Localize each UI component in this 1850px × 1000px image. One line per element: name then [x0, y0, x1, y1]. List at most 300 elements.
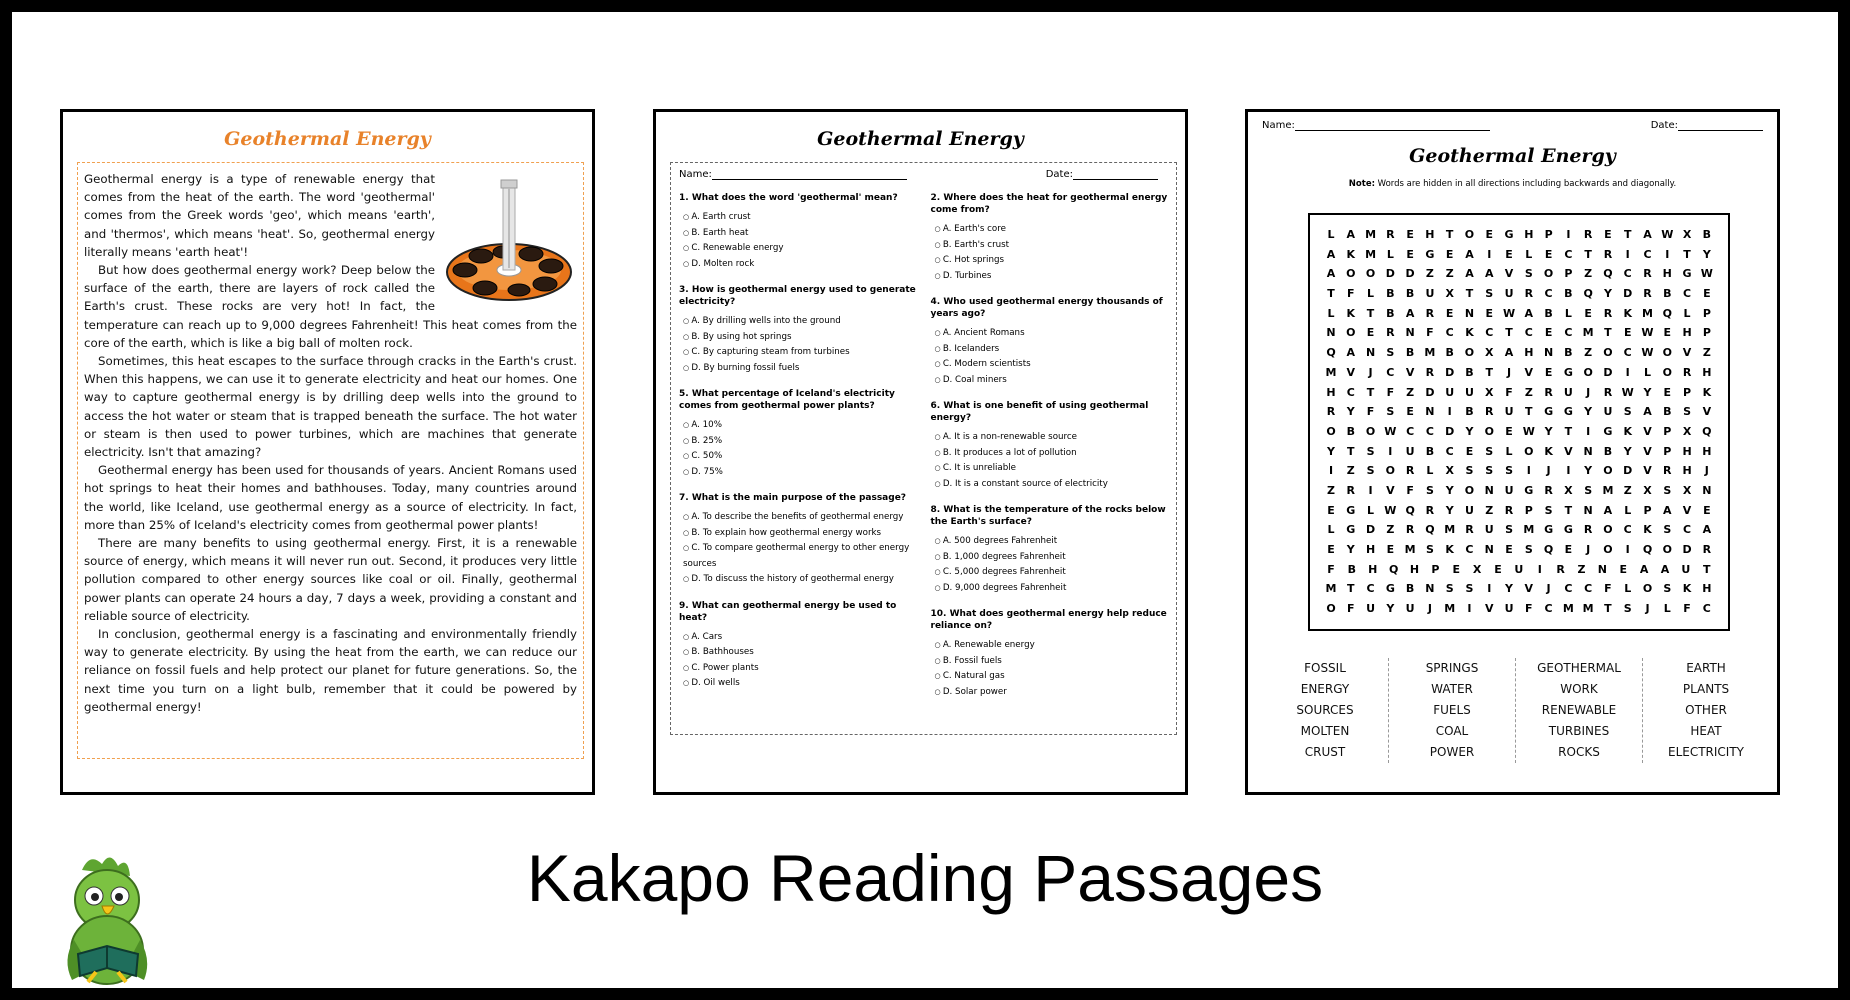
wordsearch-page-preview[interactable]	[1245, 109, 1780, 795]
grid-letter: J	[1546, 464, 1551, 478]
grid-letter: E	[1544, 365, 1553, 379]
grid-letter: V	[1386, 483, 1395, 497]
grid-letter: E	[1663, 385, 1672, 399]
grid-letter: T	[1584, 247, 1592, 261]
grid-letter: F	[1347, 602, 1355, 616]
grid-letter: T	[1465, 287, 1474, 301]
answer-option: ○ B. To explain how geothermal energy works	[679, 526, 917, 542]
grid-letter: D	[1405, 267, 1415, 281]
grid-letter: E	[1584, 306, 1592, 320]
grid-letter: B	[1445, 346, 1454, 360]
grid-letter: W	[1384, 503, 1397, 517]
grid-letter: T	[1604, 326, 1612, 340]
grid-letter: J	[1546, 582, 1551, 596]
grid-letter: E	[1505, 543, 1513, 556]
search-word: GEOTHERMAL	[1537, 661, 1621, 675]
quiz-question	[679, 492, 917, 588]
grid-letter: A	[1639, 562, 1649, 576]
grid-letter: T	[1683, 247, 1691, 261]
answer-option: ○ B. 25%	[679, 434, 917, 450]
grid-letter: I	[1665, 247, 1670, 261]
grid-letter: C	[1623, 267, 1632, 281]
grid-letter: E	[1505, 424, 1513, 438]
grid-letter: M	[1365, 228, 1377, 241]
grid-letter: N	[1484, 483, 1494, 497]
grid-letter: A	[1504, 346, 1514, 360]
grid-letter: P	[1663, 444, 1672, 458]
grid-letter: I	[1388, 444, 1393, 458]
grid-letter: K	[1465, 326, 1474, 340]
grid-letter: U	[1484, 523, 1494, 537]
grid-letter: S	[1386, 346, 1395, 360]
grid-letter: C	[1465, 543, 1474, 556]
question-text: 6. What is one benefit of using geothermal energy?	[930, 401, 1149, 423]
grid-letter: E	[1494, 562, 1502, 576]
grid-letter: A	[1660, 562, 1670, 576]
grid-letter: T	[1505, 326, 1513, 340]
grid-letter: X	[1472, 562, 1482, 576]
passage-paragraph: There are many benefits to using geothermal energy. First, it is a renewable source of energy, which means it will never run out. Second, it produces very little pollution compared to other energy sources like coal or oil. Finally, geothermal power plants can operate 24 hours a day, 7 days a week, providing a constant and reliable source of electricity.	[84, 536, 577, 623]
grid-letter: O	[1484, 424, 1494, 438]
quiz-question	[931, 192, 1169, 284]
grid-letter: P	[1544, 228, 1553, 241]
grid-letter: Y	[1702, 247, 1711, 261]
grid-letter: P	[1663, 424, 1672, 438]
grid-letter: M	[1424, 346, 1436, 360]
answer-option: ○ A. 10%	[679, 418, 917, 434]
answer-option: ○ A. Ancient Romans	[931, 326, 1169, 342]
grid-letter: S	[1544, 503, 1553, 517]
grid-letter: D	[1385, 267, 1395, 281]
grid-letter: O	[1642, 582, 1653, 596]
grid-letter: H	[1425, 228, 1435, 241]
grid-letter: I	[1526, 464, 1531, 478]
grid-row	[1322, 560, 1716, 580]
grid-letter: X	[1445, 464, 1454, 478]
grid-letter: M	[1562, 602, 1574, 616]
grid-letter: E	[1445, 306, 1454, 320]
grid-letter: D	[1425, 385, 1435, 399]
answer-option: ○ D. Solar power	[931, 685, 1169, 701]
answer-option: ○ A. Earth crust	[679, 210, 917, 226]
grid-letter: E	[1703, 503, 1711, 517]
grid-letter: C	[1564, 247, 1573, 261]
grid-letter: M	[1582, 326, 1594, 340]
grid-letter: O	[1662, 365, 1672, 379]
answer-option: ○ D. By burning fossil fuels	[679, 361, 917, 377]
grid-letter: E	[1544, 247, 1553, 261]
answer-option: ○ A. Cars	[679, 630, 917, 646]
grid-letter: U	[1504, 602, 1514, 616]
grid-letter: E	[1406, 405, 1414, 419]
grid-letter: L	[1367, 503, 1375, 517]
grid-letter: Z	[1577, 562, 1586, 576]
grid-letter: U	[1603, 405, 1613, 419]
grid-letter: B	[1564, 346, 1573, 360]
grid-letter: S	[1465, 582, 1474, 596]
grid-row	[1322, 343, 1716, 363]
grid-letter: S	[1505, 523, 1513, 537]
grid-letter: G	[1563, 405, 1573, 419]
grid-letter: T	[1366, 306, 1375, 320]
grid-letter: R	[1663, 464, 1672, 478]
grid-letter: B	[1405, 346, 1415, 360]
grid-letter: C	[1683, 287, 1692, 301]
search-word: WATER	[1431, 682, 1473, 696]
grid-letter: G	[1544, 405, 1554, 419]
quiz-question	[679, 600, 917, 692]
canvas	[12, 12, 1838, 988]
search-word: HEAT	[1690, 724, 1722, 738]
answer-option: ○ D. 9,000 degrees Fahrenheit	[931, 581, 1169, 597]
grid-letter: F	[1386, 385, 1395, 399]
grid-row	[1322, 422, 1716, 442]
grid-letter: U	[1425, 287, 1435, 301]
grid-letter: T	[1347, 582, 1355, 596]
answer-option: ○ B. Earth's crust	[931, 238, 1169, 254]
grid-letter: M	[1642, 306, 1653, 320]
search-word: SOURCES	[1296, 703, 1354, 717]
grid-letter: I	[1467, 602, 1472, 616]
answer-option: ○ C. Modern scientists	[931, 357, 1169, 373]
grid-letter: L	[1426, 464, 1434, 478]
grid-letter: Y	[1544, 424, 1553, 438]
grid-row	[1322, 304, 1716, 324]
grid-letter: W	[1661, 228, 1674, 241]
grid-letter: D	[1623, 287, 1633, 301]
grid-letter: C	[1564, 582, 1573, 596]
grid-letter: S	[1425, 543, 1434, 556]
grid-letter: E	[1406, 228, 1414, 241]
grid-letter: R	[1583, 228, 1593, 241]
grid-letter: B	[1603, 444, 1613, 458]
quiz-question	[679, 284, 917, 376]
grid-letter: C	[1643, 247, 1652, 261]
grid-letter: B	[1663, 287, 1672, 301]
grid-letter: Q	[1662, 306, 1672, 320]
grid-letter: B	[1405, 287, 1415, 301]
grid-letter: A	[1663, 503, 1672, 517]
word-column	[1642, 658, 1769, 763]
grid-letter: D	[1365, 523, 1376, 537]
grid-letter: O	[1662, 346, 1672, 360]
grid-letter: S	[1524, 543, 1533, 556]
answer-option: ○ C. Natural gas	[931, 669, 1169, 685]
grid-letter: E	[1366, 326, 1375, 340]
grid-letter: G	[1425, 247, 1435, 261]
grid-letter: T	[1623, 228, 1632, 241]
answer-option: ○ C. By capturing steam from turbines	[679, 345, 917, 361]
grid-letter: F	[1604, 582, 1612, 596]
answer-option: ○ A. It is a non-renewable source	[931, 430, 1169, 446]
grid-letter: X	[1643, 483, 1652, 497]
question-text: 9. What can geothermal energy be used to heat?	[679, 600, 897, 623]
grid-letter: H	[1326, 385, 1336, 399]
grid-letter: C	[1544, 602, 1553, 616]
grid-letter: T	[1347, 444, 1355, 458]
quiz-question	[931, 400, 1169, 492]
grid-letter: C	[1584, 582, 1593, 596]
grid-letter: E	[1604, 228, 1612, 241]
grid-letter: C	[1524, 326, 1533, 340]
search-word: OTHER	[1685, 703, 1727, 717]
answer-option: ○ D. Oil wells	[679, 676, 917, 692]
grid-row	[1322, 323, 1716, 343]
grid-letter: B	[1564, 287, 1573, 301]
grid-letter: E	[1485, 306, 1493, 320]
grid-letter: P	[1431, 562, 1440, 576]
grid-letter: I	[1487, 247, 1492, 261]
grid-letter: Q	[1642, 543, 1653, 556]
date-field: Date:	[1046, 169, 1158, 180]
grid-letter: I	[1625, 365, 1630, 379]
grid-letter: Z	[1327, 483, 1335, 497]
grid-letter: R	[1425, 306, 1435, 320]
grid-letter: A	[1524, 306, 1534, 320]
grid-letter: B	[1544, 306, 1553, 320]
name-date-row	[1248, 112, 1777, 131]
grid-letter: F	[1525, 602, 1533, 616]
grid-letter: I	[1566, 464, 1571, 478]
quiz-box	[670, 162, 1177, 735]
grid-letter: D	[1603, 365, 1613, 379]
grid-letter: D	[1682, 543, 1692, 556]
grid-letter: G	[1544, 523, 1554, 537]
grid-letter: U	[1504, 405, 1514, 419]
grid-row	[1322, 599, 1716, 619]
grid-letter: V	[1484, 602, 1494, 616]
grid-letter: P	[1702, 326, 1711, 340]
grid-letter: Y	[1643, 385, 1652, 399]
grid-letter: N	[1543, 346, 1554, 360]
grid-letter: K	[1445, 543, 1454, 556]
answer-option: ○ C. Power plants	[679, 661, 917, 677]
grid-letter: O	[1346, 267, 1356, 281]
grid-letter: X	[1682, 483, 1692, 497]
grid-letter: H	[1682, 326, 1692, 340]
word-column	[1388, 658, 1515, 763]
grid-letter: R	[1583, 523, 1593, 537]
grid-letter: O	[1603, 346, 1613, 360]
grid-letter: U	[1366, 602, 1376, 616]
grid-letter: A	[1702, 523, 1712, 537]
grid-letter: A	[1346, 346, 1356, 360]
passage-paragraph: Sometimes, this heat escapes to the surface through cracks in the Earth's crust. When this happens, we can use it to generate electricity and heat our homes. One way to capture geothermal energy is by drilling deep wells into the ground to access the hot water or steam that is trapped beneath the surface. The hot water or steam is then used to power turbines, which are machines that generate electricity. Isn't that amazing?	[84, 354, 577, 460]
search-word: FOSSIL	[1304, 661, 1346, 675]
grid-letter: S	[1485, 444, 1494, 458]
grid-letter: X	[1485, 346, 1494, 360]
question-text: 10. What does geothermal energy help reduce reliance on?	[930, 609, 1167, 631]
grid-letter: Q	[1702, 424, 1712, 438]
grid-letter: Z	[1346, 464, 1355, 478]
grid-letter: O	[1365, 424, 1376, 438]
grid-letter: R	[1544, 483, 1553, 497]
grid-letter: J	[1645, 602, 1650, 616]
grid-letter: B	[1425, 444, 1435, 458]
grid-letter: S	[1663, 483, 1672, 497]
answer-option: ○ C. 50%	[679, 449, 917, 465]
grid-letter: O	[1464, 228, 1475, 241]
grid-letter: K	[1623, 424, 1632, 438]
grid-letter: Y	[1445, 503, 1454, 517]
grid-letter: P	[1683, 385, 1692, 399]
answer-option: ○ D. It is a constant source of electricity	[931, 477, 1169, 493]
quiz-page-preview[interactable]	[653, 109, 1188, 795]
grid-letter: F	[1426, 326, 1434, 340]
grid-letter: G	[1504, 228, 1514, 241]
grid-letter: E	[1619, 562, 1627, 576]
answer-option: ○ D. 75%	[679, 465, 917, 481]
grid-letter: B	[1663, 405, 1672, 419]
grid-letter: Y	[1346, 543, 1355, 556]
grid-letter: H	[1368, 562, 1378, 576]
grid-letter: N	[1365, 346, 1376, 360]
grid-letter: V	[1564, 444, 1573, 458]
grid-letter: I	[1447, 405, 1452, 419]
grid-letter: I	[1625, 247, 1630, 261]
grid-letter: K	[1346, 306, 1356, 320]
grid-letter: T	[1564, 424, 1573, 438]
grid-row	[1322, 520, 1716, 540]
grid-letter: S	[1524, 267, 1533, 281]
grid-letter: N	[1425, 405, 1435, 419]
grid-letter: A	[1484, 267, 1494, 281]
grid-letter: S	[1465, 464, 1474, 478]
grid-row	[1322, 402, 1716, 422]
answer-option: ○ A. By drilling wells into the ground	[679, 314, 917, 330]
grid-letter: W	[1641, 346, 1654, 360]
grid-letter: O	[1385, 464, 1396, 478]
grid-letter: T	[1564, 503, 1573, 517]
grid-letter: B	[1386, 306, 1395, 320]
search-word: PLANTS	[1682, 682, 1730, 696]
grid-letter: W	[1384, 424, 1397, 438]
grid-row	[1322, 284, 1716, 304]
grid-letter: O	[1603, 523, 1613, 537]
grid-letter: E	[1505, 247, 1513, 261]
grid-letter: Z	[1445, 267, 1454, 281]
grid-letter: B	[1405, 582, 1415, 596]
grid-letter: C	[1623, 523, 1632, 537]
grid-letter: Z	[1584, 346, 1593, 360]
grid-letter: V	[1682, 346, 1692, 360]
grid-letter: J	[1586, 543, 1591, 556]
grid-letter: G	[1603, 424, 1613, 438]
grid-letter: N	[1464, 306, 1475, 320]
grid-letter: X	[1445, 287, 1454, 301]
grid-row	[1322, 383, 1716, 403]
grid-letter: Y	[1623, 444, 1632, 458]
grid-letter: N	[1597, 562, 1607, 576]
grid-letter: U	[1681, 562, 1691, 576]
grid-letter: V	[1346, 365, 1356, 379]
question-text: 7. What is the main purpose of the passage?	[679, 493, 907, 503]
grid-letter: J	[1368, 365, 1373, 379]
grid-row	[1322, 225, 1716, 245]
grid-letter: C	[1445, 444, 1454, 458]
grid-letter: M	[1444, 602, 1456, 616]
grid-letter: G	[1524, 483, 1534, 497]
wordsearch-note: Note: Words are hidden in all directions including backwards and diagonally.	[1348, 179, 1677, 189]
grid-letter: P	[1702, 306, 1711, 320]
grid-letter: O	[1464, 346, 1475, 360]
grid-letter: X	[1682, 228, 1692, 241]
grid-letter: I	[1487, 582, 1492, 596]
answer-option: ○ C. Hot springs	[931, 253, 1169, 269]
name-field: Name:	[679, 169, 907, 180]
grid-letter: Z	[1425, 267, 1434, 281]
question-text: 1. What does the word 'geothermal' mean?	[679, 193, 898, 203]
grid-letter: G	[1346, 503, 1356, 517]
grid-letter: U	[1563, 385, 1573, 399]
grid-letter: R	[1556, 562, 1565, 576]
grid-letter: L	[1564, 306, 1572, 320]
grid-letter: U	[1465, 385, 1474, 399]
passage-page-preview[interactable]	[60, 109, 595, 795]
grid-letter: O	[1464, 483, 1475, 497]
search-word: COAL	[1435, 724, 1469, 738]
grid-letter: Z	[1485, 503, 1494, 517]
grid-letter: T	[1327, 287, 1335, 301]
grid-letter: E	[1544, 326, 1553, 340]
answer-option: ○ D. Coal miners	[931, 373, 1169, 389]
grid-letter: E	[1564, 543, 1573, 556]
grid-letter: C	[1445, 326, 1454, 340]
grid-letter: N	[1702, 483, 1712, 497]
grid-letter: R	[1465, 523, 1474, 537]
grid-letter: C	[1485, 326, 1494, 340]
grid-letter: Z	[1623, 483, 1632, 497]
letter-grid	[1308, 213, 1730, 631]
grid-letter: Q	[1543, 543, 1554, 556]
grid-letter: U	[1405, 444, 1415, 458]
search-word: WORK	[1560, 682, 1598, 696]
grid-letter: Q	[1326, 346, 1336, 360]
brand-title: Kakapo Reading Passages	[526, 841, 1324, 915]
grid-letter: H	[1365, 543, 1376, 556]
grid-letter: C	[1425, 424, 1434, 438]
grid-letter: C	[1683, 523, 1692, 537]
grid-letter: F	[1683, 602, 1691, 616]
grid-letter: E	[1623, 326, 1632, 340]
answer-option: ○ B. By using hot springs	[679, 330, 917, 346]
grid-letter: U	[1504, 287, 1514, 301]
grid-row	[1322, 540, 1716, 560]
answer-option: ○ B. Earth heat	[679, 226, 917, 242]
grid-letter: Z	[1406, 385, 1415, 399]
grid-letter: I	[1566, 228, 1571, 241]
grid-letter: W	[1621, 385, 1634, 399]
grid-letter: F	[1406, 483, 1414, 497]
grid-letter: W	[1522, 424, 1535, 438]
grid-letter: B	[1465, 365, 1474, 379]
question-text: 5. What percentage of Iceland's electricity comes from geothermal power plants?	[679, 389, 895, 411]
question-text: 3. How is geothermal energy used to generate electricity?	[679, 285, 916, 307]
grid-letter: T	[1366, 385, 1375, 399]
grid-letter: Q	[1425, 523, 1435, 537]
passage-paragraph: Geothermal energy has been used for thousands of years. Ancient Romans used hot springs to heat their homes and bathhouses. Today, many countries around the world, like Iceland, use geothermal energy as a source of electricity. In fact, more than 25% of Iceland's electricity comes from geothermal power plants!	[84, 463, 577, 532]
grid-row	[1322, 264, 1716, 284]
answer-option: ○ C. It is unreliable	[931, 461, 1169, 477]
answer-option: ○ D. Turbines	[931, 269, 1169, 285]
grid-letter: L	[1624, 503, 1632, 517]
search-word: ENERGY	[1300, 682, 1350, 696]
grid-letter: H	[1524, 228, 1534, 241]
grid-letter: T	[1445, 228, 1454, 241]
answer-option: ○ A. Renewable energy	[931, 638, 1169, 654]
quiz-left-column	[679, 192, 917, 712]
grid-letter: Q	[1583, 287, 1593, 301]
